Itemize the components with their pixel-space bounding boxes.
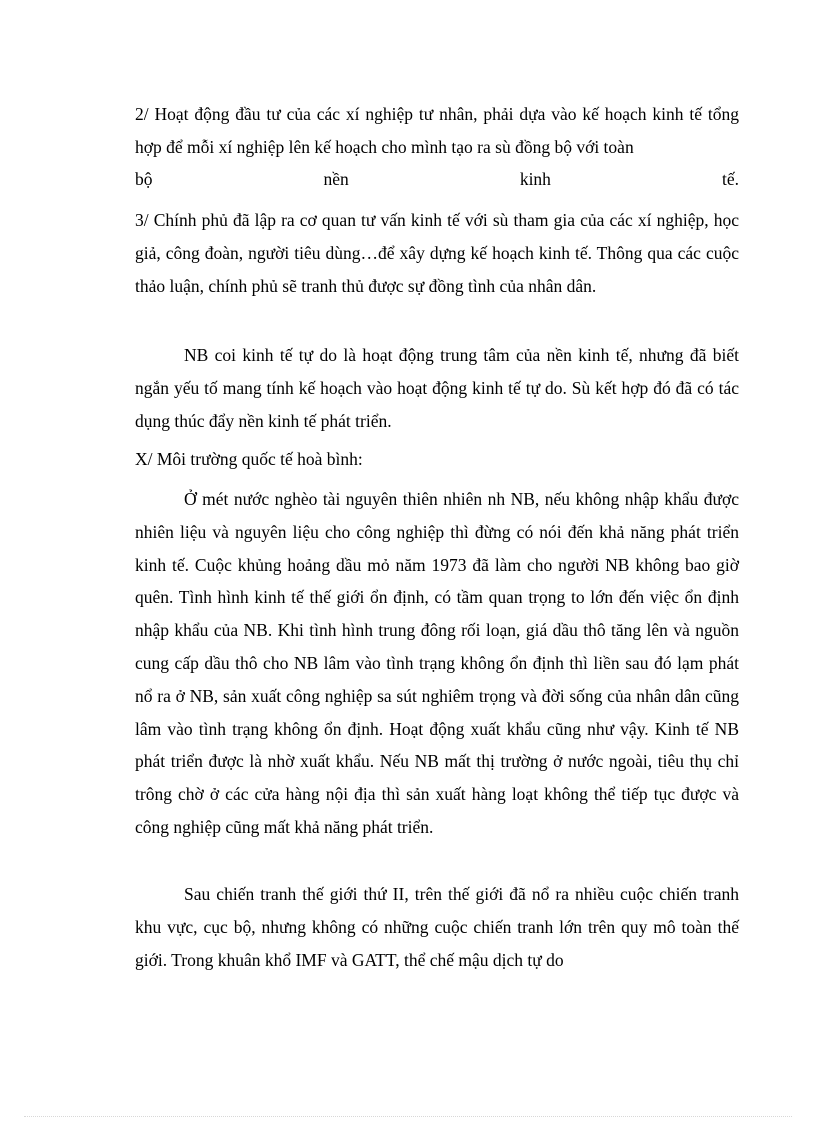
paragraph-resources: Ở mét nước nghèo tài nguyên thiên nhiên nh NB, nếu không nhập khẩu được nhiên liệu và nguyên liệu cho công nghiệp thì đừng có nói đến khả năng phát triển kinh tế. Cuộc khủng hoảng dầu mỏ năm 1973 đã làm cho người NB không bao giờ quên. Tình hình kinh tế thế giới ổn định, có tầm quan trọng to lớn đến việc ổn định nhập khẩu của NB. Khi tình hình trung đông rối loạn, giá dầu thô tăng lên và nguồn cung cấp dầu thô cho NB lâm vào tình trạng không ổn định thì liền sau đó lạm phát nổ ra ở NB, sản xuất công nghiệp sa sút nghiêm trọng và đời sống của nhân dân cũng lâm vào tình trạng không ổn định. Hoạt động xuất khẩu cũng như vậy. Kinh tế NB phát triển được là nhờ xuất khẩu. Nếu NB mất thị trường ở nước ngoài, tiêu thụ chỉ trông chờ ở các cửa hàng nội địa thì sản xuất hàng loạt không thể tiếp tục được và công nghiệp cũng mất khả năng phát triển. <box>135 489 739 837</box>
paragraph-investment-plan-last-line <box>135 163 739 196</box>
paragraph-investment-plan-lines: 2/ Hoạt động đầu tư của các xí nghiệp tư nhân, phải dựa vào kế hoạch kinh tế tổng hợp để mỗi xí nghiệp lên kế hoạch cho mình tạo ra sù đồng bộ với toàn <box>135 104 739 157</box>
paragraph-post-war: Sau chiến tranh thế giới thứ II, trên thế giới đã nổ ra nhiều cuộc chiến tranh khu vực, cục bộ, nhưng không có những cuộc chiến tranh lớn trên quy mô toàn thế giới. Trong khuân khổ IMF và GATT, thể chế mậu dịch tự do <box>135 884 739 970</box>
word: nền <box>323 169 349 189</box>
paragraph-free-economy: NB coi kinh tế tự do là hoạt động trung tâm của nền kinh tế, nhưng đã biết ngắn yếu tố mang tính kế hoạch vào hoạt động kinh tế tự do. Sù kết hợp đó đã có tác dụng thúc đẩy nền kinh tế phát triển. <box>135 345 739 431</box>
word: tế. <box>721 169 739 189</box>
paragraph-advisory-body: 3/ Chính phủ đã lập ra cơ quan tư vấn kinh tế với sù tham gia của các xí nghiệp, học giả, công đoàn, người tiêu dùng…để xây dựng kế hoạch kinh tế. Thông qua các cuộc thảo luận, chính phủ sẽ tranh thủ được sự đồng tình của nhân dân. <box>135 210 739 296</box>
word: bộ <box>135 169 153 189</box>
page-bottom-divider <box>24 1116 792 1117</box>
section-heading-x: X/ Môi trường quốc tế hoà bình: <box>135 449 363 469</box>
word: kinh <box>519 169 551 189</box>
